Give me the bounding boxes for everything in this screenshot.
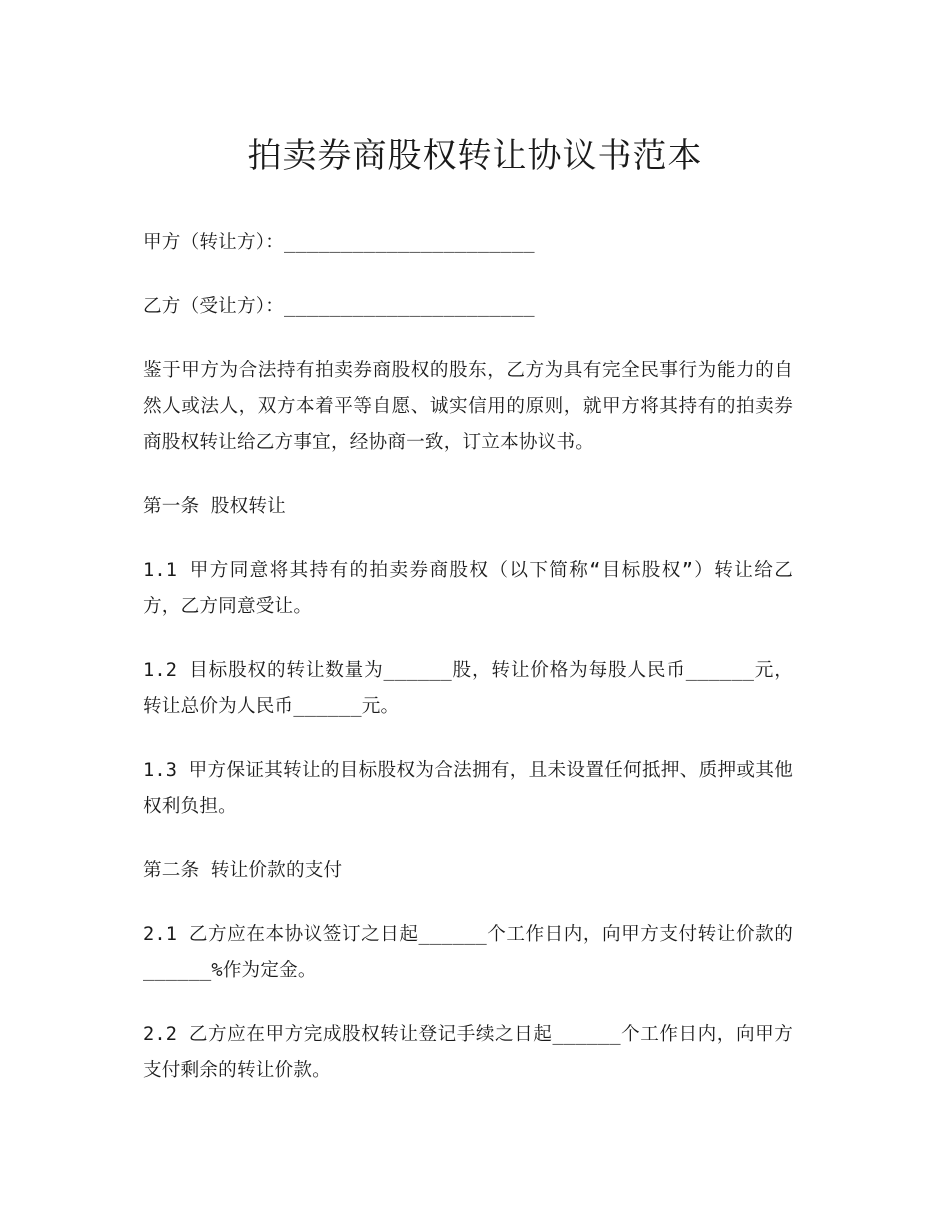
- clause-2-2: 2.2 乙方应在甲方完成股权转让登记手续之日起______个工作日内，向甲方支付剩余的转让价款。: [143, 1024, 793, 1081]
- article-1-heading: 第一条 股权转让: [143, 496, 286, 517]
- clause-1-2: 1.2 目标股权的转让数量为______股，转让价格为每股人民币______元，转让总价为人民币______元。: [143, 660, 793, 717]
- party-b-line: 乙方（受让方）：______________________: [143, 296, 535, 317]
- clause-1-3: 1.3 甲方保证其转让的目标股权为合法拥有，且未设置任何抵押、质押或其他权利负担。: [143, 760, 793, 817]
- party-a-line: 甲方（转让方）：______________________: [143, 232, 535, 253]
- preamble-paragraph: 鉴于甲方为合法持有拍卖券商股权的股东，乙方为具有完全民事行为能力的自然人或法人，双方本着平等自愿、诚实信用的原则，就甲方将其持有的拍卖券商股权转让给乙方事宜，经协商一致，订立本协议书。: [143, 360, 793, 453]
- document-body: [143, 225, 793, 1117]
- document-title: 拍卖券商股权转让协议书范本: [247, 136, 703, 176]
- clause-2-1: 2.1 乙方应在本协议签订之日起______个工作日内，向甲方支付转让价款的______%作为定金。: [143, 924, 793, 981]
- article-2-heading: 第二条 转让价款的支付: [143, 860, 343, 881]
- clause-1-1: 1.1 甲方同意将其持有的拍卖券商股权（以下简称“目标股权”）转让给乙方，乙方同意受让。: [143, 560, 793, 617]
